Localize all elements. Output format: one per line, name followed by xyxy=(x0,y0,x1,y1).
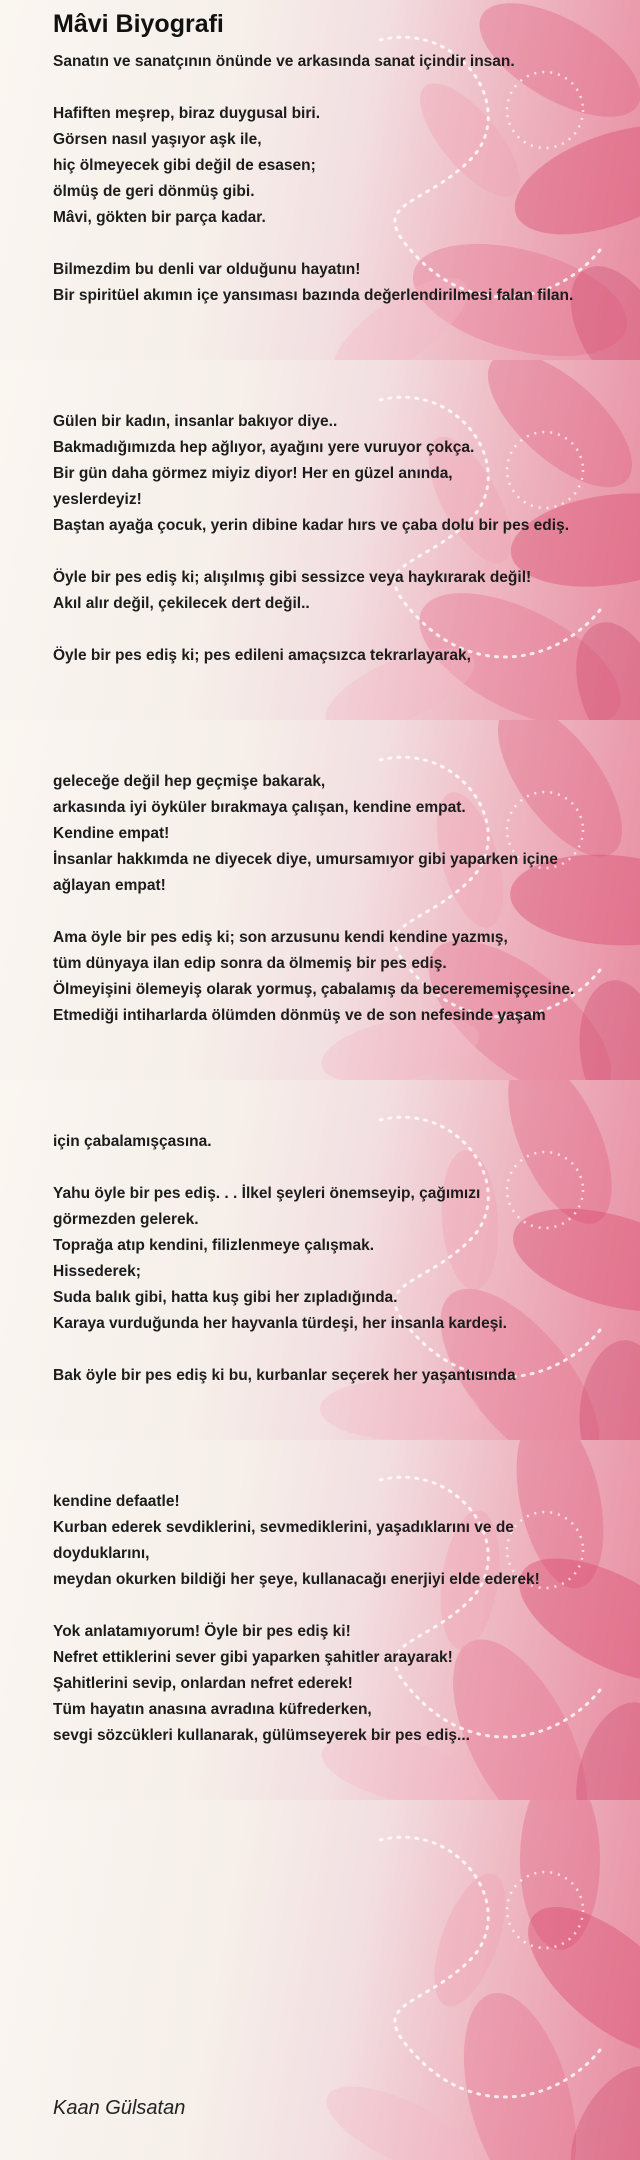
poem-line: Bilmezdim bu denli var olduğunu hayatın! xyxy=(53,261,361,278)
poem-line: hiç ölmeyecek gibi değil de esasen; xyxy=(53,157,316,174)
poem-line: ağlayan empat! xyxy=(53,877,166,894)
blank-line xyxy=(53,617,600,643)
poem-line: Yok anlatamıyorum! Öyle bir pes ediş ki! xyxy=(53,1623,351,1640)
poem-line: tüm dünyaya ilan edip sonra da ölmemiş bir pes ediş. xyxy=(53,955,447,972)
blank-line xyxy=(53,1155,600,1181)
poem-line: meydan okurken bildiği her şeye, kullanacağı enerjiyi elde ederek! xyxy=(53,1571,540,1588)
poem-line: Hissederek; xyxy=(53,1263,141,1280)
poem-line: Bak öyle bir pes ediş ki bu, kurbanlar seçerek her yaşantısında xyxy=(53,1367,516,1384)
poem-line: Suda balık gibi, hatta kuş gibi her zıpladığında. xyxy=(53,1289,398,1306)
poem-line: Kendine empat! xyxy=(53,825,170,842)
blank-line xyxy=(53,899,600,925)
poem-line: sevgi sözcükleri kullanarak, gülümseyerek bir pes ediş... xyxy=(53,1727,470,1744)
poem-line: Baştan ayağa çocuk, yerin dibine kadar hırs ve çaba dolu bir pes ediş. xyxy=(53,517,570,534)
poem-line: Nefret ettiklerini sever gibi yaparken şahitler arayarak! xyxy=(53,1649,453,1666)
poem-line: Bakmadığımızda hep ağlıyor, ayağını yere vuruyor çokça. xyxy=(53,439,475,456)
poem-line: görmezden gelerek. xyxy=(53,1211,199,1228)
stanza-block-1 xyxy=(53,49,600,309)
blank-line xyxy=(53,539,600,565)
poem-title: Mâvi Biyografi xyxy=(53,10,224,38)
poem-line: Bir spiritüel akımın içe yansıması bazında değerlendirilmesi falan filan. xyxy=(53,287,574,304)
poem-line: Tüm hayatın anasına avradına küfrederken, xyxy=(53,1701,372,1718)
poem-line: Hafiften meşrep, biraz duygusal biri. xyxy=(53,105,321,122)
poem-line: kendine defaatle! xyxy=(53,1493,180,1510)
poem-line: Öyle bir pes ediş ki; pes edileni amaçsızca tekrarlayarak, xyxy=(53,647,471,664)
poem-line: için çabalamışçasına. xyxy=(53,1133,212,1150)
poem-line: arkasında iyi öyküler bırakmaya çalışan, kendine empat. xyxy=(53,799,466,816)
stanza-block-4 xyxy=(53,1129,600,1389)
blank-line xyxy=(53,75,600,101)
poem-line: Ama öyle bir pes ediş ki; son arzusunu kendi kendine yazmış, xyxy=(53,929,508,946)
poem-line: ölmüş de geri dönmüş gibi. xyxy=(53,183,255,200)
poem-line: Toprağa atıp kendini, filizlenmeye çalışmak. xyxy=(53,1237,375,1254)
poem-line: Görsen nasıl yaşıyor aşk ile, xyxy=(53,131,262,148)
stanza-block-3 xyxy=(53,769,600,1029)
blank-line xyxy=(53,231,600,257)
blank-line xyxy=(53,1593,600,1619)
poem-line: Bir gün daha görmez miyiz diyor! Her en güzel anında, xyxy=(53,465,453,482)
stanza-block-5 xyxy=(53,1489,600,1749)
poem-line: Akıl alır değil, çekilecek dert değil.. xyxy=(53,595,310,612)
poem-line: Öyle bir pes ediş ki; alışılmış gibi sessizce veya haykırarak değil! xyxy=(53,569,532,586)
poem-line: Sanatın ve sanatçının önünde ve arkasında sanat içindir insan. xyxy=(53,53,515,70)
author-name: Kaan Gülsatan xyxy=(53,2097,186,2119)
poem-line: Kurban ederek sevdiklerini, sevmediklerini, yaşadıklarını ve de xyxy=(53,1519,514,1536)
poem-line: Şahitlerini sevip, onlardan nefret ederek! xyxy=(53,1675,353,1692)
poem-line: Karaya vurduğunda her hayvanla türdeşi, her insanla kardeşi. xyxy=(53,1315,507,1332)
poem-line: yeslerdeyiz! xyxy=(53,491,142,508)
poem-line: Ölmeyişini ölemeyiş olarak yormuş, çabalamış da becerememişçesine. xyxy=(53,981,575,998)
poem-line: geleceğe değil hep geçmişe bakarak, xyxy=(53,773,326,790)
poem-line: Etmediği intiharlarda ölümden dönmüş ve de son nefesinde yaşam xyxy=(53,1007,546,1024)
poem-line: Yahu öyle bir pes ediş. . . İlkel şeyleri önemseyip, çağımızı xyxy=(53,1185,481,1202)
poem-line: Mâvi, gökten bir parça kadar. xyxy=(53,209,266,226)
poem-line: Gülen bir kadın, insanlar bakıyor diye.. xyxy=(53,413,338,430)
poem-line: İnsanlar hakkımda ne diyecek diye, umursamıyor gibi yaparken içine xyxy=(53,851,558,868)
poem-line: doyduklarını, xyxy=(53,1545,150,1562)
blank-line xyxy=(53,1337,600,1363)
stanza-block-2 xyxy=(53,409,600,669)
